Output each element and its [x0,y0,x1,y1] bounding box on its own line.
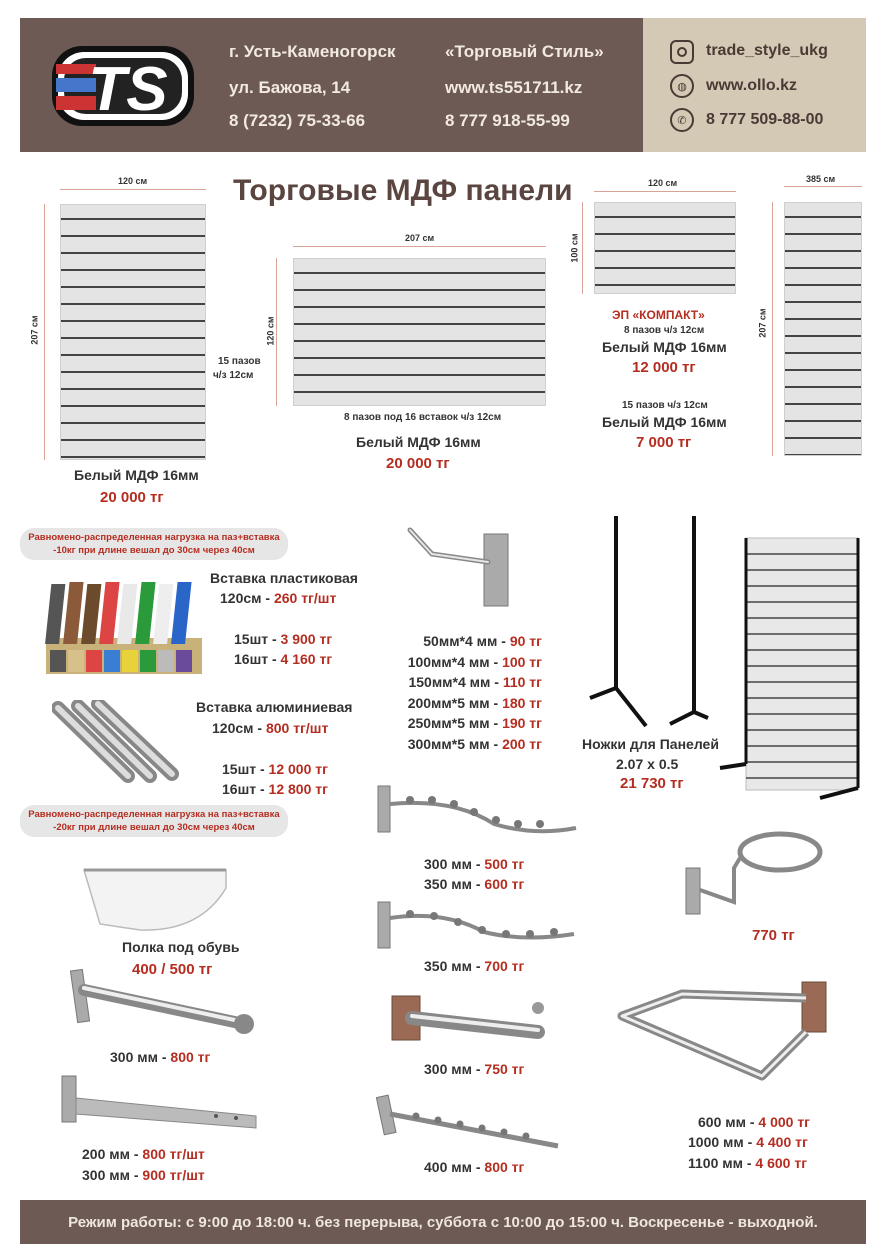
p4-price: 7 000 тг [636,434,692,451]
load-note-1 [20,528,288,560]
u-rail-row-2 [688,1134,808,1150]
p1-grooves: 15 пазов [218,356,261,367]
p4-height-line [772,202,773,456]
p2-price: 20 000 тг [386,455,450,472]
header-whatsapp[interactable]: 8 777 509-88-00 [706,111,824,128]
bracket-shelf-image [56,1074,260,1136]
plastic-q1-price: 3 900 тг [280,631,333,647]
bracket-price-1: 800 тг/шт [142,1146,205,1162]
u-rail-price-3: 4 600 тг [755,1155,808,1171]
plastic-q2-row [234,651,332,667]
u-rail-size-3: 1100 мм - [688,1155,756,1171]
p2-width-label: 207 см [405,233,435,243]
rail2-price: 750 тг [484,1061,525,1077]
u-rail-size-2: 1000 мм - [688,1134,757,1150]
hook-size: 50мм*4 мм - [423,633,510,649]
plastic-q1: 15шт - [234,631,281,647]
waterfall1-row-2 [424,876,524,892]
aluminum-q1-row [222,761,328,777]
logo-text: TS [88,55,168,124]
page-title: Торговые МДФ панели [233,174,573,207]
p3-width-label: 120 см [648,178,678,188]
load-note-2-line1: Равномено-распределенная нагрузка на паз+вставка [28,809,280,820]
legs-price: 21 730 тг [620,775,684,792]
waterfall-hook-image-3 [376,1092,562,1156]
hook-price: 100 тг [502,653,542,670]
bracket-size-1: 200 мм - [82,1146,143,1162]
plastic-price-row [220,590,336,606]
p4-width-label: 385 см [806,174,836,184]
aluminum-q1: 15шт - [222,761,269,777]
plastic-size: 120см - [220,590,274,606]
aluminum-q2: 16шт - [222,781,269,797]
header-web[interactable]: www.ollo.kz [706,77,797,94]
p1-name: Белый МДФ 16мм [74,467,199,483]
header-site[interactable]: www.ts551711.kz [445,78,583,97]
p3-height-line [582,202,583,294]
waterfall1-row-1 [424,856,524,872]
waterfall1-size-1: 300 мм - [424,856,485,872]
aluminum-q2-price: 12 800 тг [268,781,328,797]
waterfall1-size-2: 350 мм - [424,876,485,892]
shoe-shelf-image [80,858,230,938]
u-rail-row-1 [698,1114,810,1130]
waterfall-hook-image-1 [374,784,580,840]
hook-price-row [394,734,542,755]
p4-grooves: 15 пазов ч/з 12см [622,400,708,411]
hook-price: 180 тг [502,694,542,711]
u-rail-image [612,976,838,1082]
waterfall3-price: 800 тг [484,1159,525,1175]
plastic-inserts-image [44,578,204,676]
p3-grooves: 8 пазов ч/з 12см [624,325,705,336]
waterfall3-size: 400 мм - [424,1159,485,1175]
hook-price-row [394,672,542,693]
aluminum-price: 800 тг/шт [265,720,329,736]
straight-rail-image [388,992,550,1054]
hook-price-row [394,713,542,734]
whatsapp-icon: ✆ [670,108,694,132]
panel-image-4 [784,202,862,456]
load-note-1-line2: -10кг при длине вешал до 30см через 40см [53,545,255,556]
globe-icon: ◍ [670,74,694,98]
header-city: г. Усть-Каменогорск [229,42,396,61]
waterfall1-price-1: 500 тг [484,856,525,872]
panel-stand-image [716,532,866,804]
ring-price: 770 тг [752,927,795,944]
hook-size: 100мм*4 мм - [407,653,503,670]
panel-image-2 [293,258,546,406]
aluminum-price-row [212,720,328,736]
rail1-price: 800 тг [170,1049,211,1065]
aluminum-size: 120см - [212,720,266,736]
instagram-icon [670,40,694,64]
p3-price: 12 000 тг [632,359,696,376]
header-street: ул. Бажова, 14 [229,78,351,97]
u-rail-price-1: 4 000 тг [758,1114,811,1130]
aluminum-name: Вставка алюминиевая [196,699,353,715]
p2-width-line [293,246,546,247]
p3-name: Белый МДФ 16мм [602,339,727,355]
header-company: «Торговый Стиль» [445,42,604,61]
hook-size: 150мм*4 мм - [408,674,503,690]
aluminum-q1-price: 12 000 тг [268,761,328,777]
bracket-row-1 [82,1146,205,1162]
hook-price: 110 тг [502,674,542,690]
aluminum-inserts-image [52,700,184,788]
panel-image-3 [594,202,736,294]
hook-price-row [394,652,542,673]
p2-name: Белый МДФ 16мм [356,434,481,450]
hook-size: 200мм*5 мм - [407,694,503,711]
legs-size: 2.07 х 0.5 [616,756,679,772]
plastic-q2: 16шт - [234,651,281,667]
p1-width-line [60,189,206,190]
p1-height-label: 207 см [29,315,40,345]
hook-price-row [394,693,542,714]
hook-price-list [394,631,554,754]
load-note-2-line2: -20кг при длине вешал до 30см через 40см [53,822,255,833]
header-instagram[interactable]: trade_style_ukg [706,42,828,59]
p4-height-label: 207 см [757,308,768,338]
header-phone2[interactable]: 8 777 918-55-99 [445,111,570,130]
working-hours-footer: Режим работы: с 9:00 до 18:00 ч. без перерыва, суббота с 10:00 до 15:00 ч. Воскресенье - выходной. [20,1200,866,1244]
rail1-row [110,1049,210,1065]
u-rail-row-3 [688,1155,807,1171]
straight-hook-image [402,524,518,608]
waterfall2-row [424,958,524,974]
plastic-price: 260 тг/шт [273,590,337,606]
plastic-q1-row [234,631,332,647]
hook-price-row [394,631,542,652]
u-rail-price-2: 4 400 тг [756,1134,808,1150]
bracket-size-2: 300 мм - [82,1167,143,1183]
shoe-shelf-name: Полка под обувь [122,939,240,955]
rail1-size: 300 мм - [110,1049,171,1065]
p4-name: Белый МДФ 16мм [602,414,727,430]
header-phone1[interactable]: 8 (7232) 75-33-66 [229,111,366,130]
p1-price: 20 000 тг [100,489,164,506]
p1-step: ч/з 12см [213,370,254,381]
waterfall1-price-2: 600 тг [484,876,525,892]
p1-height-line [44,204,45,460]
rail2-row [424,1061,524,1077]
waterfall2-price: 700 тг [484,958,525,974]
p3-height-label: 100 см [569,233,580,263]
plastic-name: Вставка пластиковая [210,570,358,586]
waterfall-hook-image-2 [374,900,578,952]
hook-price: 190 тг [502,715,542,731]
ring-holder-image [680,828,830,918]
panel-image-1 [60,204,206,460]
load-note-2 [20,805,288,837]
bracket-price-2: 900 тг/шт [142,1167,205,1183]
aluminum-q2-row [222,781,328,797]
round-rail-image [68,968,260,1044]
p4-width-line [784,186,862,187]
panel-legs-image [586,512,718,730]
p1-width-label: 120 см [118,176,148,186]
hook-size: 250мм*5 мм - [407,715,503,731]
p3-series: ЭП «КОМПАКТ» [612,308,705,322]
hook-price: 200 тг [502,735,542,752]
legs-name: Ножки для Панелей [582,736,719,752]
bracket-row-2 [82,1167,205,1183]
p2-grooves: 8 пазов под 16 вставок ч/з 12см [344,412,502,423]
shoe-shelf-price: 400 / 500 тг [132,961,213,978]
waterfall3-row [424,1159,524,1175]
waterfall2-size: 350 мм - [424,958,485,974]
hook-price: 90 тг [509,633,542,649]
p2-height-line [276,258,277,406]
logo [48,40,198,130]
hook-size: 300мм*5 мм - [407,735,503,752]
load-note-1-line1: Равномено-распределенная нагрузка на паз+вставка [28,532,280,543]
u-rail-size-1: 600 мм - [698,1114,759,1130]
p3-width-line [594,191,736,192]
rail2-size: 300 мм - [424,1061,485,1077]
p2-height-label: 120 см [265,316,276,346]
plastic-q2-price: 4 160 тг [280,651,333,667]
